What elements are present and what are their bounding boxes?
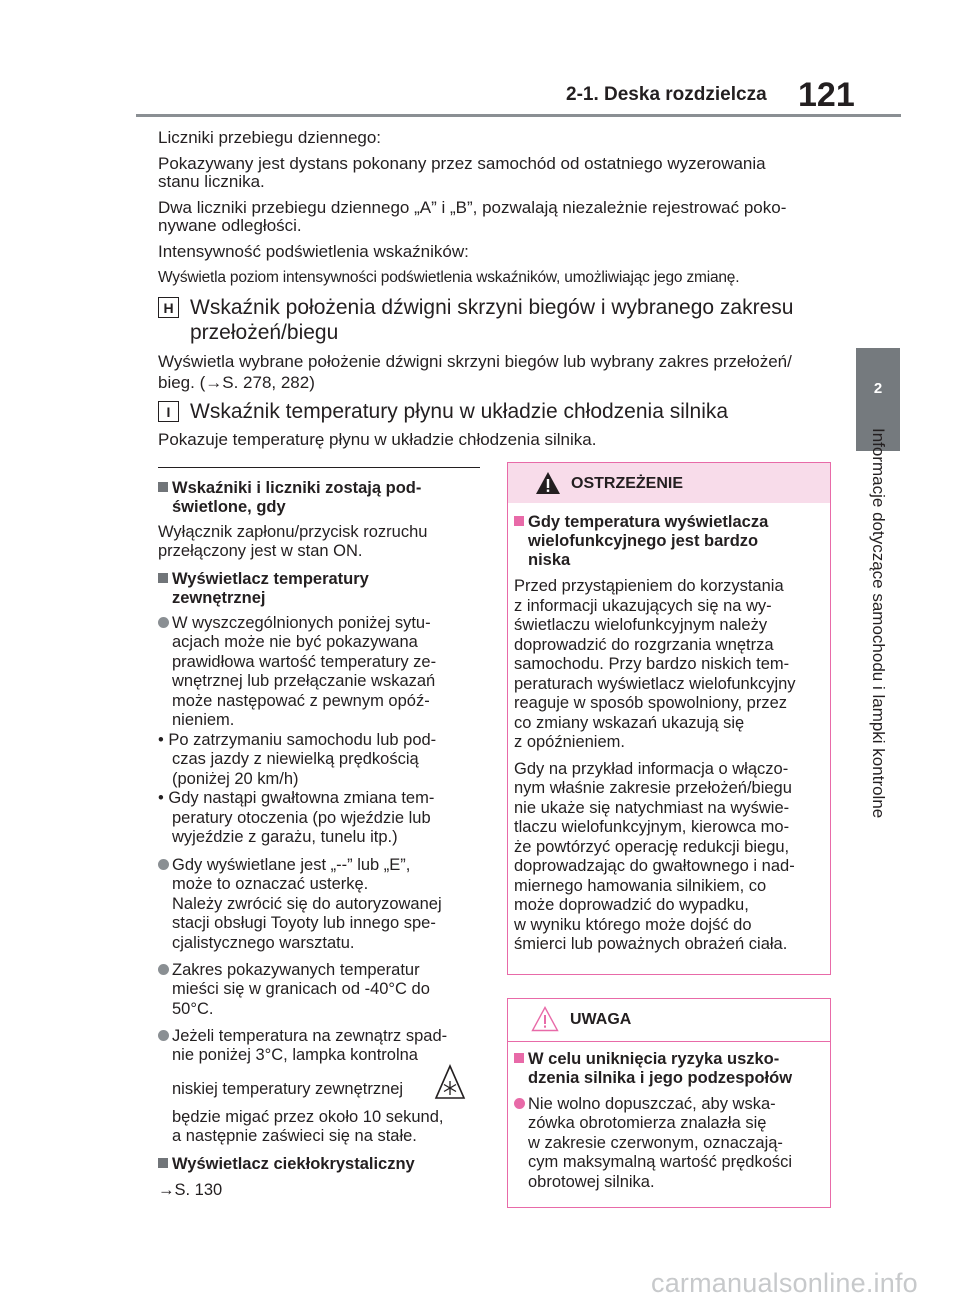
lit-heading: Wskaźniki i liczniki zostają pod-	[158, 479, 480, 499]
caution-heading: W celu uniknięcia ryzyka uszko-	[514, 1050, 828, 1070]
bullet-1-line: acjach może nie być pokazywana	[172, 633, 418, 651]
brightness-heading: Intensywność podświetlenia wskaźników:	[158, 242, 469, 261]
warning-text-line: nym właśnie zakresie przełożeń/biegu	[514, 779, 792, 797]
bullet-2-line: Należy zwrócić się do autoryzowanej	[172, 895, 442, 913]
warning-text-line: doprowadzając do gwałtownego i nad-	[514, 857, 795, 875]
header-divider	[136, 114, 901, 117]
sub-bullet-2: • Gdy nastąpi gwałtowna zmiana tem-	[158, 789, 435, 807]
trip-meter-text-1: Pokazywany jest dystans pokonany przez samochód od ostatniego wyzerowania	[158, 154, 766, 173]
warning-text-line: nie ukaże się natychmiast na wyświe-	[514, 799, 790, 817]
bullet-2-line: może to oznaczać usterkę.	[172, 875, 369, 893]
circle-bullet-icon	[514, 1098, 525, 1109]
low-temperature-warning-icon	[434, 1064, 466, 1102]
sub-bullet-1-line: (poniżej 20 km/h)	[172, 770, 299, 788]
bullet-4-line: niskiej temperatury zewnętrznej	[172, 1080, 404, 1098]
bullet-1: W wyszczególnionych poniżej sytu-	[158, 614, 480, 634]
warning-text-line: że powtórzyć operację redukcji biegu,	[514, 838, 790, 856]
bullet-2: Gdy wyświetlane jest „--” lub „E”,	[158, 856, 480, 876]
lcd-page-ref: →S. 130	[158, 1181, 223, 1199]
bullet-4-line: a następnie zaświeci się na stałe.	[172, 1127, 417, 1145]
shift-indicator-text-b: bieg. (→S. 278, 282)	[158, 373, 315, 392]
warning-text-line: reaguje w sposób spowolniony, przez	[514, 694, 788, 712]
caution-bullet-line: zówka obrotomierza znalazła się	[528, 1114, 767, 1132]
warning-text-line: w wyniku którego może dojść do	[514, 916, 752, 934]
chapter-number: 2	[873, 380, 883, 397]
sub-bullet-2-line: peratury otoczenia (po wjeździe lub	[172, 809, 431, 827]
coolant-temp-text: Pokazuje temperaturę płynu w układzie chłodzenia silnika.	[158, 430, 597, 449]
lit-heading-b: świetlone, gdy	[172, 498, 286, 516]
bullet-4: Jeżeli temperatura na zewnątrz spad-	[158, 1027, 480, 1047]
bullet-1-line: może następować z pewnym opóź-	[172, 692, 430, 710]
warning-text-line: świetlaczu wielofunkcyjnym należy	[514, 616, 768, 634]
caution-title: UWAGA	[570, 1011, 632, 1028]
warning-text-line: doprowadzić do rozgrzania wnętrza	[514, 636, 774, 654]
bullet-4-line: nie poniżej 3°C, lampka kontrolna	[172, 1046, 418, 1064]
square-bullet-icon	[514, 1053, 524, 1063]
sub-bullet-1-line: czas jazdy z niewielką prędkością	[172, 750, 419, 768]
shift-indicator-title-b: przełożeń/biegu	[190, 321, 339, 344]
shift-indicator-text: Wyświetla wybrane położenie dźwigni skrzyni biegów lub wybrany zakres przełożeń/	[158, 352, 792, 371]
warning-triangle-icon	[535, 471, 561, 495]
warning-text-line: peraturach wyświetlacz wielofunkcyjny	[514, 675, 796, 693]
sub-bullet-1: • Po zatrzymaniu samochodu lub pod-	[158, 731, 437, 749]
section-title: 2-1. Deska rozdzielcza	[566, 84, 767, 105]
caution-bullet-line: obrotowej silnika.	[528, 1173, 655, 1191]
brightness-text: Wyświetla poziom intensywności podświetlenia wskaźników, umożliwiając jego zmianę.	[158, 269, 740, 286]
warning-text-line: miernego hamowania silnikiem, co	[514, 877, 767, 895]
watermark: carmanualsonline.info	[651, 1268, 918, 1298]
warning-heading-line: wielofunkcyjnego jest bardzo	[528, 532, 759, 550]
bullet-4-line: będzie migać przez około 10 sekund,	[172, 1108, 444, 1126]
caution-bullet-line: w zakresie czerwonym, oznaczają-	[528, 1134, 783, 1152]
circle-bullet-icon	[158, 1030, 169, 1041]
warning-text-line: śmierci lub poważnych obrażeń ciała.	[514, 935, 788, 953]
bullet-3: Zakres pokazywanych temperatur	[158, 961, 480, 981]
caution-heading-line: dzenia silnika i jego podzespołów	[528, 1069, 793, 1087]
warning-text-line: z opóźnieniem.	[514, 733, 625, 751]
bullet-3-line: 50°C.	[172, 1000, 214, 1018]
warning-text-line: Przed przystąpieniem do korzystania	[514, 577, 784, 595]
warning-text-line: co zmiany wskazań ukazują się	[514, 714, 745, 732]
coolant-temp-title: Wskaźnik temperatury płynu w układzie chłodzenia silnika	[190, 400, 729, 423]
warning-title: OSTRZEŻENIE	[571, 475, 684, 492]
warning-text-line: Gdy na przykład informacja o włączo-	[514, 760, 789, 778]
shift-indicator-title: Wskaźnik położenia dźwigni skrzyni biegów i wybranego zakresu	[190, 296, 794, 319]
bullet-1-line: nieniem.	[172, 711, 235, 729]
warning-text-line: z informacji ukazujących się na wy-	[514, 597, 772, 615]
chapter-title: Informacje dotyczące samochodu i lampki kontrolne	[869, 428, 888, 819]
lit-text: Wyłącznik zapłonu/przycisk rozruchu	[158, 523, 428, 541]
circle-bullet-icon	[158, 617, 169, 628]
trip-meter-text-2b: nywane odległości.	[158, 216, 302, 235]
caution-bullet: Nie wolno dopuszczać, aby wska-	[514, 1095, 828, 1115]
warning-text-line: może doprowadzić do wypadku,	[514, 896, 749, 914]
trip-meter-heading: Liczniki przebiegu dziennego:	[158, 128, 382, 147]
caution-bullet-line: cym maksymalną wartość prędkości	[528, 1153, 793, 1171]
warning-heading-line: niska	[528, 551, 571, 569]
lcd-heading: Wyświetlacz ciekłokrystaliczny	[158, 1155, 480, 1175]
outside-temp-heading: Wyświetlacz temperatury	[158, 570, 480, 590]
outside-temp-heading-b: zewnętrznej	[172, 589, 266, 607]
bullet-1-line: wnętrznej lub przełączanie wskazań	[172, 672, 436, 690]
warning-text-line: samochodu. Przy bardzo niskich tem-	[514, 655, 790, 673]
trip-meter-text-1b: stanu licznika.	[158, 172, 265, 191]
bullet-1-line: prawidłowa wartość temperatury ze-	[172, 653, 437, 671]
sub-bullet-2-line: wyjeździe z garażu, tunelu itp.)	[172, 828, 398, 846]
circle-bullet-icon	[158, 859, 169, 870]
caution-triangle-icon	[531, 1006, 559, 1032]
bullet-2-line: stacji obsługi Toyoty lub innego spe-	[172, 914, 436, 932]
label-h-box: H	[158, 297, 179, 318]
label-i-box: I	[158, 401, 179, 422]
bullet-3-line: mieści się w granicach od -40°C do	[172, 980, 430, 998]
circle-bullet-icon	[158, 964, 169, 975]
lit-text-b: przełączony jest w stan ON.	[158, 542, 363, 560]
warning-heading: Gdy temperatura wyświetlacza	[514, 513, 828, 533]
column-divider	[158, 467, 480, 468]
square-bullet-icon	[158, 1158, 168, 1168]
square-bullet-icon	[158, 573, 168, 583]
square-bullet-icon	[514, 516, 524, 526]
warning-text-line: tlaczu wielofunkcyjnym, kierowca mo-	[514, 818, 790, 836]
page-number: 121	[798, 76, 855, 114]
square-bullet-icon	[158, 482, 168, 492]
bullet-2-line: cjalistycznego warsztatu.	[172, 934, 355, 952]
trip-meter-text-2: Dwa liczniki przebiegu dziennego „A” i „B”, pozwalają niezależnie rejestrować poko-	[158, 198, 787, 217]
